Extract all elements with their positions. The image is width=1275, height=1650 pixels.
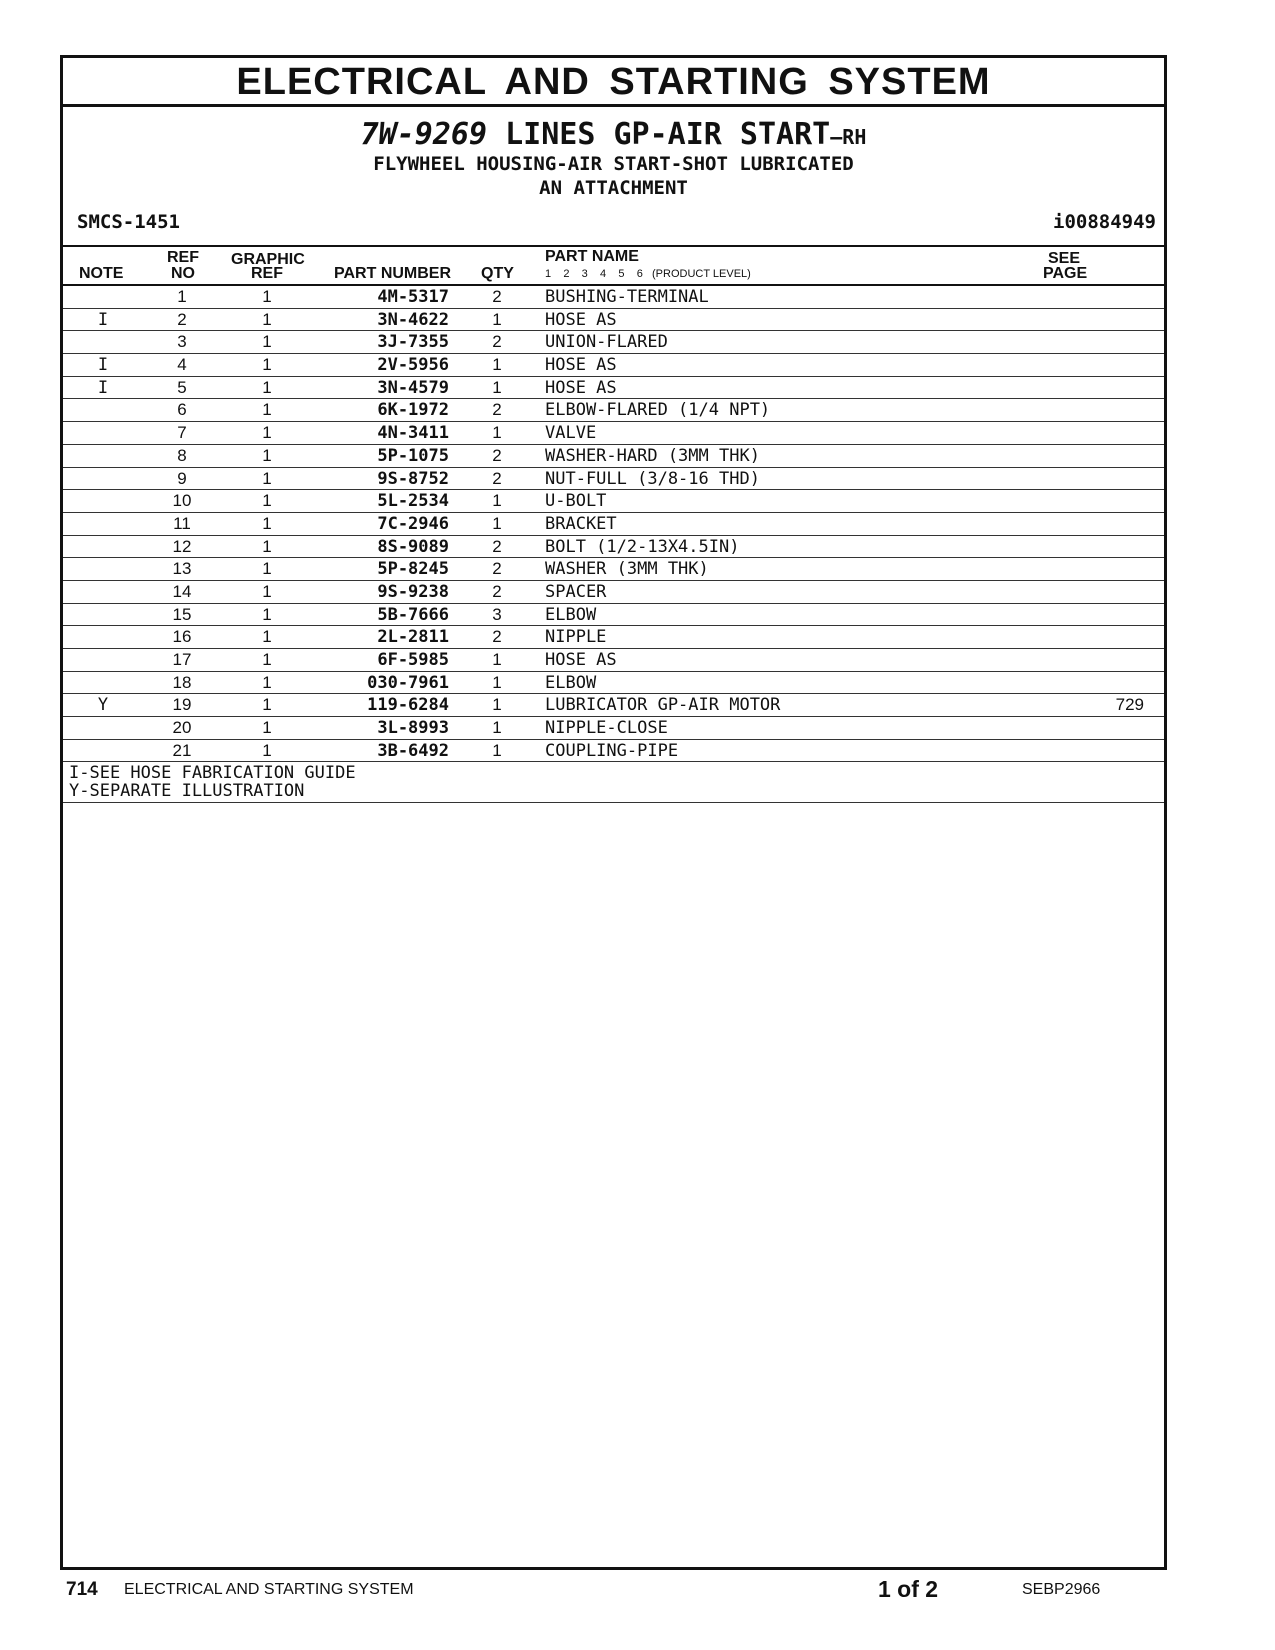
table-row: [63, 468, 1164, 491]
row-qty: 1: [492, 513, 502, 533]
table-row: [63, 581, 1164, 604]
row-part-number: 4N-3411: [377, 423, 449, 444]
row-graphic-ref: 1: [262, 400, 272, 420]
row-ref-no: 21: [172, 740, 192, 760]
row-qty: 3: [492, 604, 502, 624]
row-note: I: [97, 377, 109, 398]
row-ref-no: 15: [172, 604, 192, 624]
row-graphic-ref: 1: [262, 355, 272, 375]
row-part-name: UNION-FLARED: [545, 332, 668, 353]
row-part-number: 5L-2534: [377, 491, 449, 512]
row-part-name: NIPPLE: [545, 627, 607, 648]
row-qty: 1: [492, 377, 502, 397]
table-row: [63, 331, 1164, 354]
row-graphic-ref: 1: [262, 604, 272, 624]
row-note: Y: [97, 695, 109, 716]
row-graphic-ref: 1: [262, 695, 272, 715]
row-qty: 2: [492, 287, 502, 306]
row-part-number: 6F-5985: [377, 650, 449, 670]
row-part-name: ELBOW: [545, 604, 597, 625]
col-graphic-2: REF: [251, 265, 283, 282]
row-part-number: 4M-5317: [377, 287, 449, 307]
row-ref-no: 5: [177, 377, 187, 397]
row-part-name: HOSE AS: [545, 650, 617, 670]
col-see-1: SEE: [1048, 250, 1081, 267]
table-row: [63, 513, 1164, 536]
row-qty: 2: [492, 445, 502, 465]
row-part-name: NIPPLE-CLOSE: [545, 718, 668, 739]
illustration-id: i00884949: [1053, 211, 1156, 233]
row-graphic-ref: 1: [262, 672, 272, 692]
row-qty: 1: [492, 491, 502, 511]
row-qty: 1: [492, 650, 502, 669]
row-part-number: 9S-9238: [377, 581, 449, 602]
row-part-number: 5P-8245: [377, 559, 449, 580]
row-graphic-ref: 1: [262, 740, 272, 760]
row-part-name: NUT-FULL (3/8-16 THD): [545, 468, 760, 489]
assembly-suffix: —RH: [830, 125, 867, 149]
table-row: [63, 399, 1164, 422]
row-part-name: WASHER-HARD (3MM THK): [545, 445, 760, 466]
row-qty: 2: [492, 332, 502, 352]
table-row: [63, 422, 1164, 445]
row-graphic-ref: 1: [262, 377, 272, 397]
col-part-name: PART NAME: [545, 248, 639, 265]
row-qty: 1: [492, 355, 502, 375]
assembly-name: LINES GP-AIR START: [505, 117, 831, 152]
row-qty: 2: [492, 559, 502, 579]
row-qty: 2: [492, 536, 502, 556]
table-row: [63, 694, 1164, 717]
row-graphic-ref: 1: [262, 468, 272, 488]
footer-doc-id: SEBP2966: [1022, 1581, 1101, 1598]
table-row: [63, 445, 1164, 468]
col-graphic-1: GRAPHIC: [231, 251, 305, 268]
row-graphic-ref: 1: [262, 513, 272, 533]
section-title: ELECTRICAL AND STARTING SYSTEM: [63, 58, 1164, 107]
row-part-name: COUPLING-PIPE: [545, 740, 679, 761]
row-graphic-ref: 1: [262, 491, 272, 511]
row-qty: 1: [492, 423, 502, 443]
row-note: I: [97, 309, 109, 330]
notes-block: [63, 762, 1164, 803]
row-graphic-ref: 1: [262, 650, 272, 669]
row-graphic-ref: 1: [262, 718, 272, 738]
row-part-name: U-BOLT: [545, 491, 607, 512]
footer-section: ELECTRICAL AND STARTING SYSTEM: [124, 1581, 414, 1598]
row-ref-no: 16: [172, 627, 192, 647]
row-ref-no: 19: [172, 695, 192, 715]
row-part-number: 3N-4622: [377, 309, 449, 330]
row-graphic-ref: 1: [262, 332, 272, 352]
row-qty: 1: [492, 672, 502, 692]
table-row: [63, 672, 1164, 695]
row-part-name: HOSE AS: [545, 377, 617, 398]
assembly-subtitle-1: FLYWHEEL HOUSING-AIR START-SHOT LUBRICATED: [373, 153, 854, 175]
row-qty: 1: [492, 740, 502, 760]
parts-table: [63, 286, 1164, 762]
col-product-level: 1 2 3 4 5 6 (PRODUCT LEVEL): [545, 268, 751, 280]
row-part-name: VALVE: [545, 423, 597, 444]
col-see-2: PAGE: [1043, 265, 1088, 282]
row-graphic-ref: 1: [262, 445, 272, 465]
row-part-name: LUBRICATOR GP-AIR MOTOR: [545, 695, 781, 716]
row-ref-no: 6: [177, 400, 187, 420]
table-row: [63, 626, 1164, 649]
table-row: [63, 604, 1164, 627]
row-graphic-ref: 1: [262, 559, 272, 579]
col-ref-2: NO: [171, 265, 195, 282]
row-ref-no: 11: [173, 513, 191, 533]
col-ref-1: REF: [167, 249, 199, 266]
row-qty: 2: [492, 627, 502, 647]
row-part-name: ELBOW-FLARED (1/4 NPT): [545, 400, 771, 421]
table-row: [63, 286, 1164, 309]
table-row: [63, 740, 1164, 763]
row-part-number: 8S-9089: [377, 536, 449, 557]
row-ref-no: 8: [177, 445, 187, 465]
row-ref-no: 14: [172, 581, 192, 601]
table-row: [63, 354, 1164, 377]
table-row: [63, 377, 1164, 400]
row-part-number: 3N-4579: [377, 377, 449, 398]
assembly-subtitle-2: AN ATTACHMENT: [539, 177, 688, 199]
row-note: I: [97, 355, 109, 376]
row-qty: 2: [492, 400, 502, 420]
row-graphic-ref: 1: [262, 627, 272, 647]
row-part-number: 5B-7666: [377, 604, 449, 625]
row-graphic-ref: 1: [262, 423, 272, 443]
row-part-number: 2L-2811: [377, 627, 449, 648]
row-ref-no: 3: [177, 332, 187, 352]
table-row: [63, 309, 1164, 332]
note-line: Y-SEPARATE ILLUSTRATION: [69, 781, 305, 802]
row-qty: 2: [492, 581, 502, 601]
col-part-number: PART NUMBER: [334, 265, 452, 282]
table-row: [63, 649, 1164, 672]
assembly-title: [63, 117, 1164, 152]
row-part-name: HOSE AS: [545, 355, 617, 376]
row-ref-no: 2: [177, 309, 187, 329]
assembly-header: [63, 107, 1164, 247]
row-ref-no: 7: [177, 423, 187, 443]
row-qty: 2: [492, 468, 502, 488]
row-part-number: 6K-1972: [377, 400, 449, 421]
row-qty: 1: [492, 695, 502, 715]
row-part-number: 119-6284: [367, 695, 449, 716]
row-ref-no: 12: [172, 536, 192, 556]
footer-page-number: 714: [66, 1579, 98, 1600]
row-part-name: BUSHING-TERMINAL: [545, 287, 709, 307]
table-header: [63, 247, 1164, 286]
table-row: [63, 536, 1164, 559]
row-ref-no: 4: [177, 355, 187, 375]
row-graphic-ref: 1: [262, 309, 272, 329]
smcs-code: SMCS-1451: [77, 211, 180, 233]
table-row: [63, 490, 1164, 513]
row-qty: 1: [492, 309, 502, 329]
row-ref-no: 1: [177, 287, 187, 306]
row-part-number: 3L-8993: [377, 718, 449, 739]
row-part-number: 9S-8752: [377, 468, 449, 489]
row-ref-no: 18: [172, 672, 192, 692]
note-line: I-SEE HOSE FABRICATION GUIDE: [69, 763, 356, 784]
col-qty: QTY: [481, 265, 514, 282]
row-part-number: 3J-7355: [377, 332, 449, 353]
page-footer: [0, 1575, 1275, 1605]
row-part-name: BRACKET: [545, 513, 617, 534]
row-see-page: 729: [1115, 695, 1144, 715]
row-graphic-ref: 1: [262, 536, 272, 556]
row-graphic-ref: 1: [262, 581, 272, 601]
row-ref-no: 9: [177, 468, 187, 488]
table-row: [63, 717, 1164, 740]
row-qty: 1: [492, 718, 502, 738]
table-row: [63, 558, 1164, 581]
row-part-name: WASHER (3MM THK): [545, 559, 709, 580]
assembly-number: 7W-9269: [360, 117, 488, 152]
row-ref-no: 17: [172, 650, 192, 669]
col-note: NOTE: [79, 265, 124, 282]
row-part-number: 2V-5956: [377, 355, 449, 376]
row-part-number: 3B-6492: [377, 740, 449, 761]
row-part-number: 030-7961: [367, 672, 449, 693]
footer-page-of: 1 of 2: [878, 1576, 939, 1602]
row-part-number: 5P-1075: [377, 445, 449, 466]
row-ref-no: 13: [172, 559, 192, 579]
row-part-name: ELBOW: [545, 672, 597, 693]
row-part-name: SPACER: [545, 581, 607, 602]
row-ref-no: 10: [172, 491, 192, 511]
row-part-name: HOSE AS: [545, 309, 617, 330]
row-part-number: 7C-2946: [377, 513, 449, 534]
page-frame: [60, 55, 1167, 1570]
row-part-name: BOLT (1/2-13X4.5IN): [545, 536, 740, 557]
row-graphic-ref: 1: [262, 287, 272, 306]
row-ref-no: 20: [172, 718, 192, 738]
